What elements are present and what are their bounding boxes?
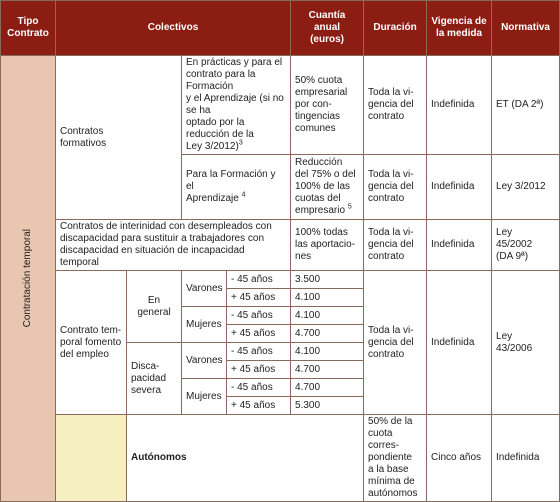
age-mas-45: + 45 años	[227, 325, 291, 343]
header-tipo-contrato: Tipo Contrato	[1, 1, 56, 56]
value-disc-varones-menos: 4.100	[291, 343, 364, 361]
interinidad-normativa: Ley 45/2002 (DA 9ª)	[492, 220, 560, 271]
formacion-cuantia-note: 5	[347, 203, 352, 211]
autonomos-duracion: Cinco años	[427, 415, 492, 502]
formacion-colectivo	[182, 155, 291, 220]
formacion-normativa: Ley 3/2012	[492, 155, 560, 220]
tipo-contratacion-temporal	[1, 56, 56, 502]
fomento-general-varones: Varones	[182, 271, 227, 307]
age-menos-45: - 45 años	[227, 379, 291, 397]
interinidad-colectivo: Contratos de interinidad con desempleados con discapacidad para sustituir a trabajadores con discapacidad en situación de incapacidad temporal	[56, 220, 291, 271]
header-duracion: Duración	[364, 1, 427, 56]
formacion-note: 4	[241, 191, 246, 199]
age-mas-45: + 45 años	[227, 289, 291, 307]
fomento-vigencia: Indefinida	[427, 271, 492, 415]
practicas-note: 3	[238, 139, 243, 147]
practicas-cuantia: 50% cuota empresarial por con- tingencias comunes	[291, 56, 364, 155]
tipo-contratacion-temporal-label: Contratación temporal	[22, 229, 33, 328]
header-vigencia: Vigencia de la medida	[427, 1, 492, 56]
fomento-normativa: Ley 43/2006	[492, 271, 560, 415]
age-menos-45: - 45 años	[227, 271, 291, 289]
formacion-cuantia	[291, 155, 364, 220]
autonomos-label: Autónomos	[127, 415, 364, 502]
value-general-varones-menos: 3.500	[291, 271, 364, 289]
practicas-text: En prácticas y para el contrato para la Formación y el Aprendizaje (si no se ha optado por la reducción de la Ley 3/2012)	[186, 57, 284, 152]
interinidad-cuantia: 100% todas las aportacio- nes	[291, 220, 364, 271]
contratos-formativos-label: Contratos formativos	[56, 56, 182, 220]
fomento-disc-mujeres: Mujeres	[182, 379, 227, 415]
practicas-normativa: ET (DA 2ª)	[492, 56, 560, 155]
age-menos-45: - 45 años	[227, 307, 291, 325]
interinidad-duracion: Toda la vi- gencia del contrato	[364, 220, 427, 271]
age-mas-45: + 45 años	[227, 361, 291, 379]
header-colectivos: Colectivos	[56, 1, 291, 56]
age-mas-45: + 45 años	[227, 397, 291, 415]
autonomos-cuantia: 50% de la cuota corres- pondiente a la base mínima de autónomos	[364, 415, 427, 502]
fomento-label: Contrato tem- poral fomento del empleo	[56, 271, 127, 415]
fomento-disc-varones: Varones	[182, 343, 227, 379]
fomento-en-general: En general	[127, 271, 182, 343]
practicas-vigencia: Indefinida	[427, 56, 492, 155]
row-autonomos	[1, 415, 560, 502]
value-general-varones-mas: 4.100	[291, 289, 364, 307]
row-interinidad	[1, 220, 560, 271]
value-general-mujeres-menos: 4.100	[291, 307, 364, 325]
autonomos-vigencia: Indefinida	[492, 415, 560, 502]
value-disc-mujeres-mas: 5.300	[291, 397, 364, 415]
fomento-duracion: Toda la vi- gencia del contrato	[364, 271, 427, 415]
fomento-general-mujeres: Mujeres	[182, 307, 227, 343]
fomento-discapacidad: Disca- pacidad severa	[127, 343, 182, 415]
practicas-duracion: Toda la vi- gencia del contrato	[364, 56, 427, 155]
row-practicas	[1, 56, 560, 155]
formacion-text: Para la Formación y el Aprendizaje	[186, 169, 276, 204]
header-row	[1, 1, 560, 56]
value-disc-varones-mas: 4.700	[291, 361, 364, 379]
table-row	[1, 271, 560, 289]
formacion-duracion: Toda la vi- gencia del contrato	[364, 155, 427, 220]
value-general-mujeres-mas: 4.700	[291, 325, 364, 343]
formacion-vigencia: Indefinida	[427, 155, 492, 220]
age-menos-45: - 45 años	[227, 343, 291, 361]
formacion-cuantia-text: Reducción del 75% o del 100% de las cuotas del empresario	[295, 157, 356, 216]
practicas-colectivo	[182, 56, 291, 155]
header-cuantia: Cuantía anual (euros)	[291, 1, 364, 56]
interinidad-vigencia: Indefinida	[427, 220, 492, 271]
tipo-autonomos	[56, 415, 127, 502]
value-disc-mujeres-menos: 4.700	[291, 379, 364, 397]
header-normativa: Normativa	[492, 1, 560, 56]
